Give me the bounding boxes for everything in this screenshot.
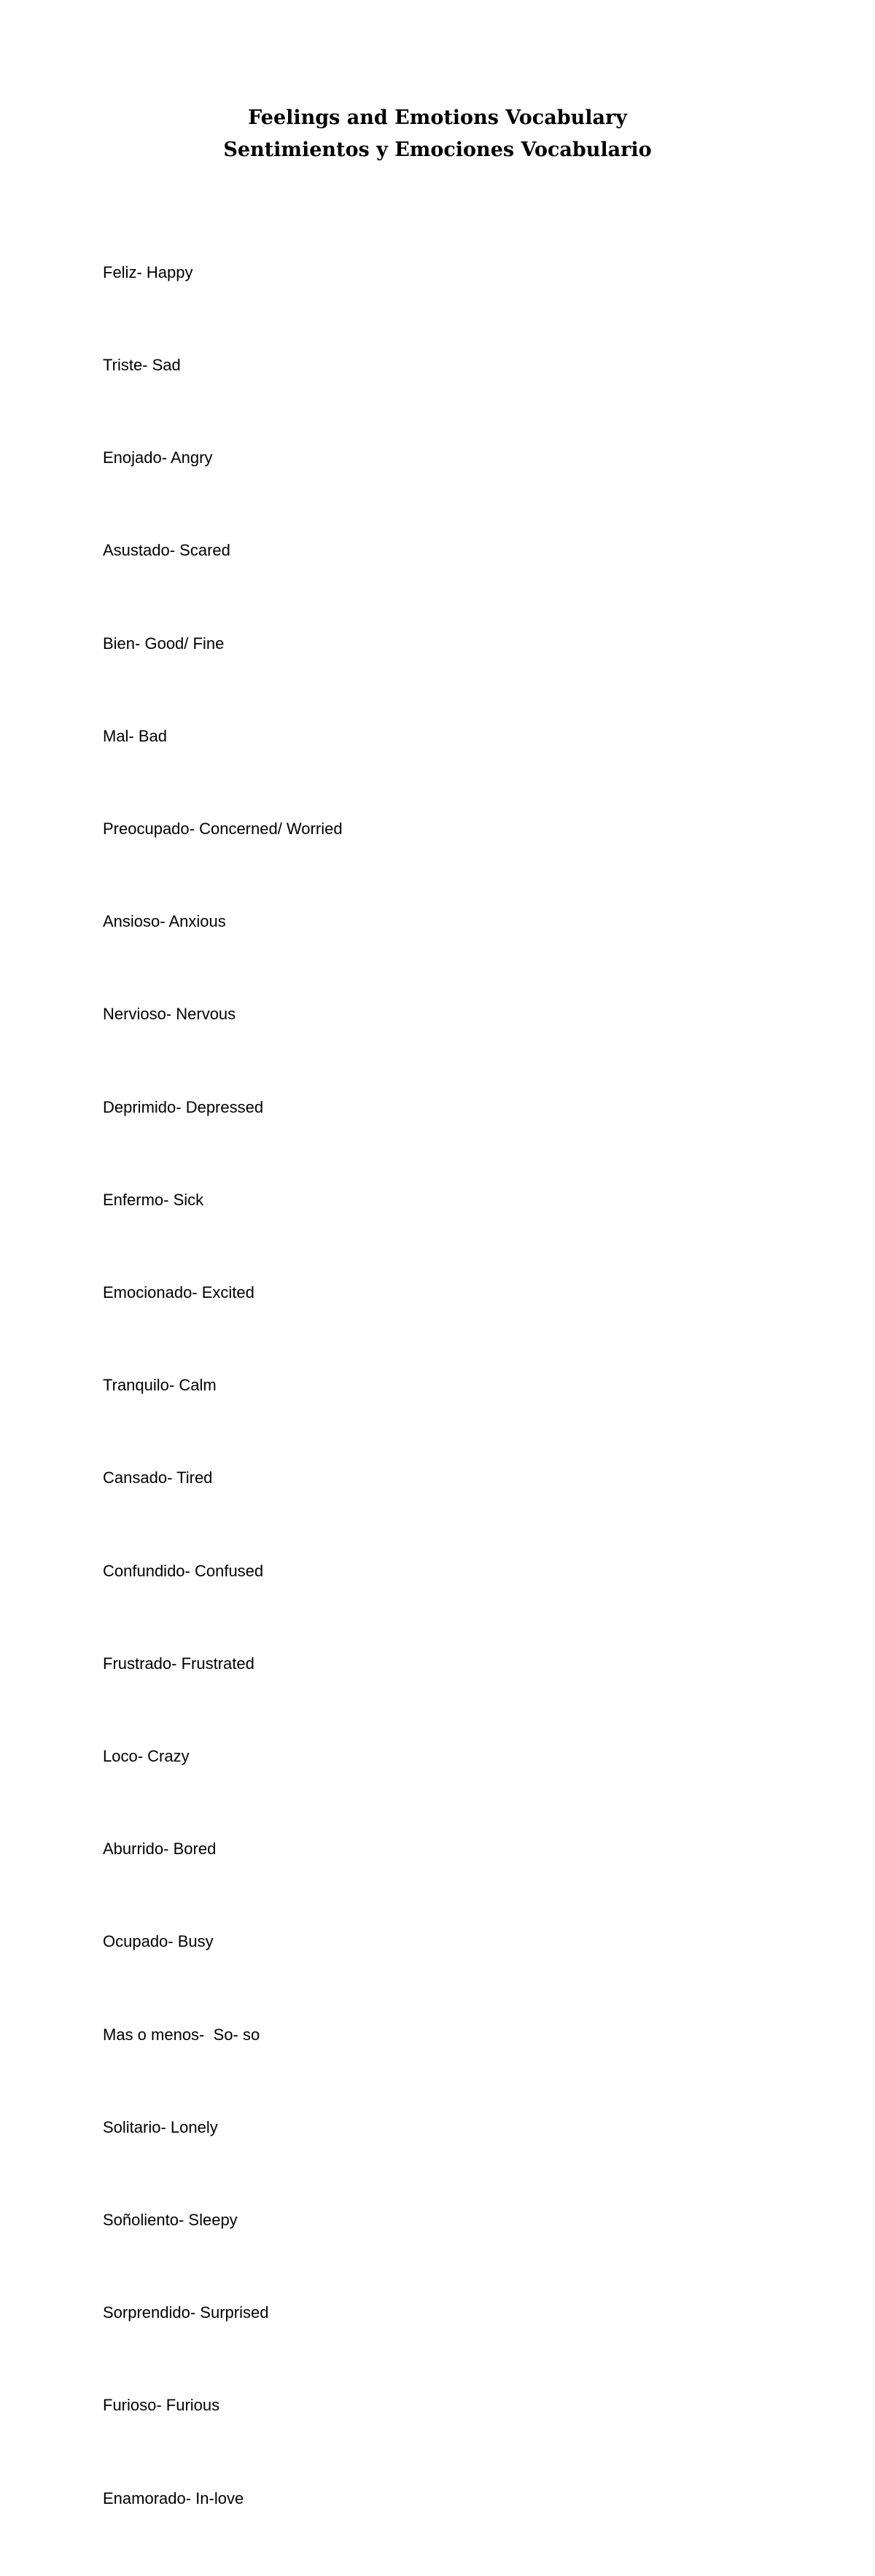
- vocab-item: Aburrido- Bored: [103, 1840, 217, 1859]
- vocab-item: Solitario- Lonely: [103, 2117, 218, 2136]
- vocab-item: Mal- Bad: [103, 726, 168, 745]
- vocab-item: Frustrado- Frustrated: [103, 1654, 254, 1673]
- vocab-item: Emocionado- Excited: [103, 1283, 254, 1302]
- vocab-item: Feliz- Happy: [103, 262, 193, 281]
- title-english: Feelings and Emotions Vocabulary: [248, 106, 627, 129]
- vocabulary-list: [103, 195, 343, 2576]
- vocab-item: Loco- Crazy: [103, 1747, 190, 1766]
- vocab-item: Confundido- Confused: [103, 1561, 264, 1580]
- vocab-item: Mas o menos- So- so: [103, 2025, 260, 2044]
- vocab-item: Asustado- Scared: [103, 541, 230, 560]
- vocab-item: Ansioso- Anxious: [103, 912, 226, 931]
- vocab-item: Furioso- Furious: [103, 2396, 220, 2415]
- vocab-item: Sorprendido- Surprised: [103, 2303, 269, 2322]
- vocab-item: Enojado- Angry: [103, 448, 213, 467]
- vocab-item: Ocupado- Busy: [103, 1932, 214, 1951]
- vocab-item: Enamorado- In-love: [103, 2489, 244, 2507]
- vocab-item: Triste- Sad: [103, 356, 181, 375]
- vocab-item: Bien- Good/ Fine: [103, 634, 225, 653]
- vocab-item: Soñoliento- Sleepy: [103, 2211, 238, 2230]
- title-spanish: Sentimientos y Emociones Vocabulario: [223, 139, 652, 161]
- vocab-item: Nervioso- Nervous: [103, 1005, 236, 1024]
- vocab-item: Preocupado- Concerned/ Worried: [103, 820, 343, 838]
- vocab-item: Cansado- Tired: [103, 1468, 213, 1487]
- vocab-item: Tranquilo- Calm: [103, 1376, 217, 1395]
- vocab-item: Enfermo- Sick: [103, 1190, 204, 1209]
- vocab-item: Deprimido- Depressed: [103, 1097, 264, 1116]
- document-title: [0, 102, 875, 166]
